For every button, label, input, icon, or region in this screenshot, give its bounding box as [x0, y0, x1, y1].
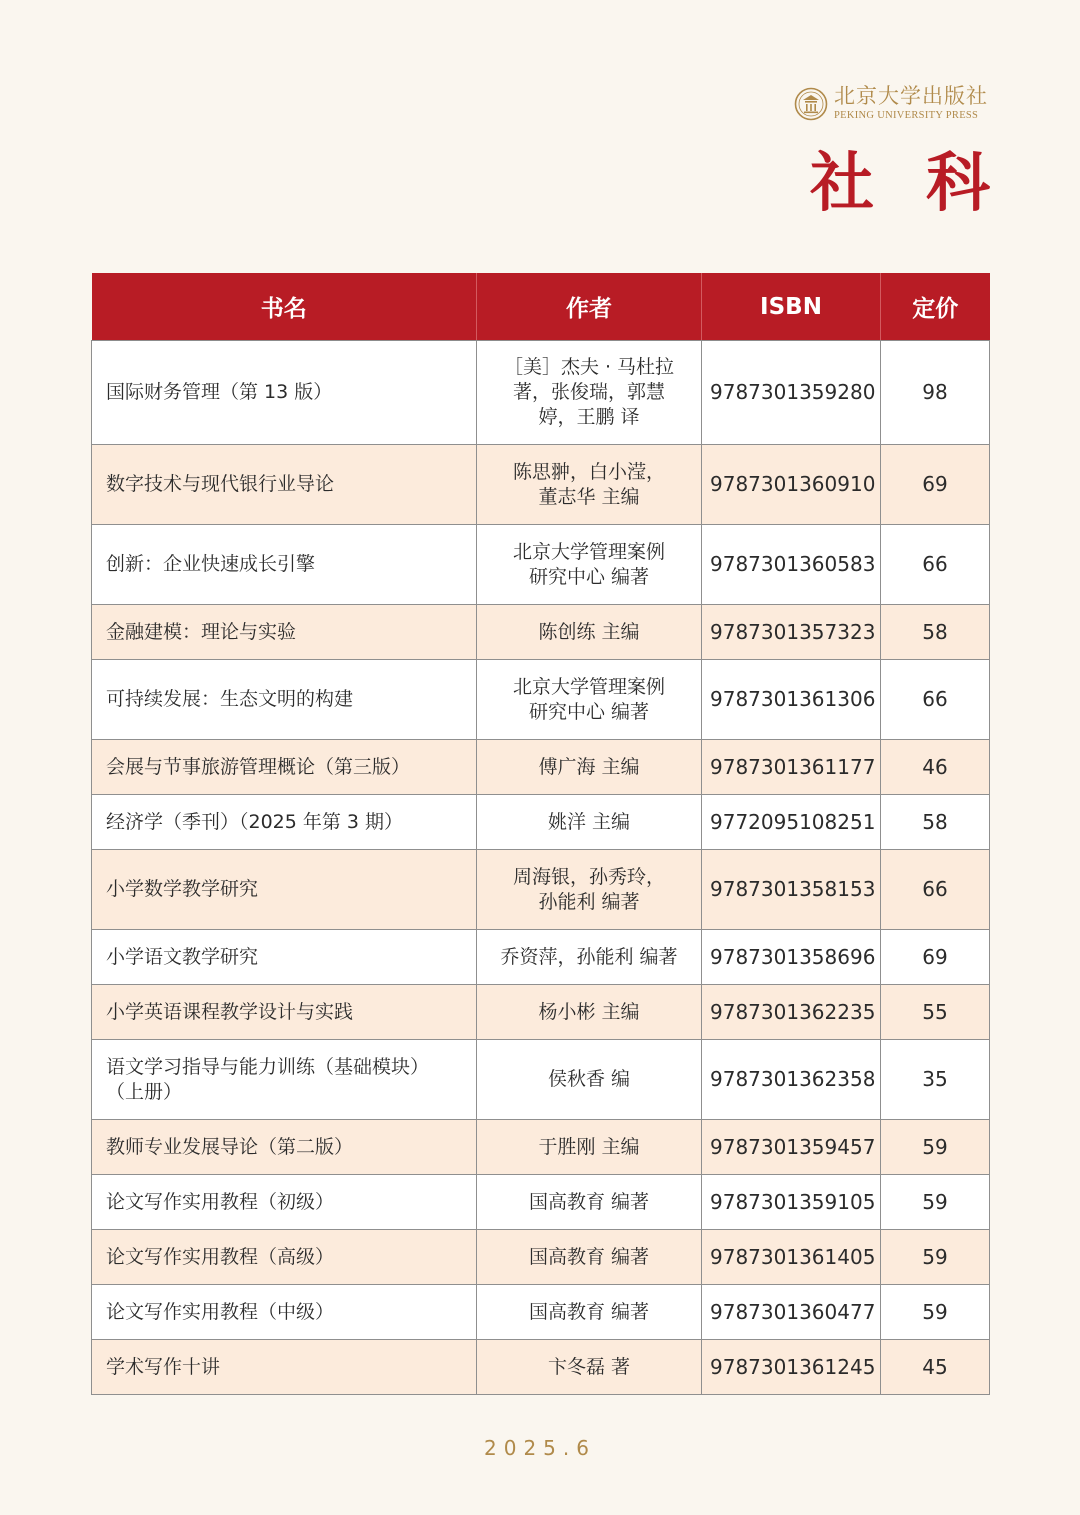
book-author: 杨小彬 主编 — [477, 985, 702, 1040]
table-row — [92, 1120, 990, 1175]
table-row — [92, 795, 990, 850]
book-price: 59 — [881, 1285, 990, 1340]
book-title: 小学语文教学研究 — [92, 930, 477, 985]
table-row — [92, 1040, 990, 1120]
book-isbn: 9787301358696 — [702, 930, 881, 985]
book-author: 国高教育 编著 — [477, 1285, 702, 1340]
table-row — [92, 1340, 990, 1395]
book-isbn: 9787301361245 — [702, 1340, 881, 1395]
book-title: 会展与节事旅游管理概论（第三版） — [92, 740, 477, 795]
book-isbn: 9787301361405 — [702, 1230, 881, 1285]
book-price: 59 — [881, 1230, 990, 1285]
table-row — [92, 341, 990, 445]
book-price: 69 — [881, 445, 990, 525]
book-author: ［美］杰夫 · 马杜拉 著，张俊瑞，郭慧婷，王鹏 译 — [477, 341, 702, 445]
book-isbn: 9787301360910 — [702, 445, 881, 525]
table-row — [92, 930, 990, 985]
book-title: 论文写作实用教程（高级） — [92, 1230, 477, 1285]
book-price: 66 — [881, 660, 990, 740]
book-author: 国高教育 编著 — [477, 1175, 702, 1230]
book-title: 语文学习指导与能力训练（基础模块）（上册） — [92, 1040, 477, 1120]
book-title: 金融建模：理论与实验 — [92, 605, 477, 660]
book-title: 小学数学教学研究 — [92, 850, 477, 930]
book-isbn: 9787301362358 — [702, 1040, 881, 1120]
table-row — [92, 985, 990, 1040]
book-title: 数字技术与现代银行业导论 — [92, 445, 477, 525]
book-title: 小学英语课程教学设计与实践 — [92, 985, 477, 1040]
book-isbn: 9787301359280 — [702, 341, 881, 445]
book-title: 国际财务管理（第 13 版） — [92, 341, 477, 445]
header-price: 定价 — [881, 273, 990, 341]
table-row — [92, 740, 990, 795]
book-price: 66 — [881, 850, 990, 930]
header-title: 书名 — [92, 273, 477, 341]
book-price: 55 — [881, 985, 990, 1040]
book-author: 国高教育 编著 — [477, 1230, 702, 1285]
table-row — [92, 1175, 990, 1230]
book-price: 69 — [881, 930, 990, 985]
book-price: 66 — [881, 525, 990, 605]
book-author: 周海银，孙秀玲，孙能利 编著 — [477, 850, 702, 930]
book-isbn: 9787301362235 — [702, 985, 881, 1040]
book-price: 35 — [881, 1040, 990, 1120]
book-isbn: 9787301358153 — [702, 850, 881, 930]
table-row — [92, 525, 990, 605]
book-isbn: 9787301361306 — [702, 660, 881, 740]
book-author: 乔资萍，孙能利 编著 — [477, 930, 702, 985]
book-author: 北京大学管理案例研究中心 编著 — [477, 660, 702, 740]
table-row — [92, 1230, 990, 1285]
book-isbn: 9787301360477 — [702, 1285, 881, 1340]
book-author: 陈创练 主编 — [477, 605, 702, 660]
book-price: 59 — [881, 1175, 990, 1230]
book-author: 傅广海 主编 — [477, 740, 702, 795]
book-author: 侯秋香 编 — [477, 1040, 702, 1120]
book-title: 可持续发展：生态文明的构建 — [92, 660, 477, 740]
header-author: 作者 — [477, 273, 702, 341]
header-isbn: ISBN — [702, 273, 881, 341]
book-isbn: 9787301359457 — [702, 1120, 881, 1175]
book-price: 59 — [881, 1120, 990, 1175]
table-row — [92, 660, 990, 740]
pku-press-seal-icon — [794, 87, 828, 121]
book-price: 98 — [881, 341, 990, 445]
book-list-table — [91, 273, 990, 1395]
table-row — [92, 850, 990, 930]
book-isbn: 9772095108251 — [702, 795, 881, 850]
book-price: 58 — [881, 795, 990, 850]
book-title: 经济学（季刊）（2025 年第 3 期） — [92, 795, 477, 850]
table-row — [92, 605, 990, 660]
table-row — [92, 1285, 990, 1340]
footer-date: 2025.6 — [484, 1436, 596, 1460]
publisher-name-en: PEKING UNIVERSITY PRESS — [834, 110, 979, 121]
book-price: 46 — [881, 740, 990, 795]
book-isbn: 9787301361177 — [702, 740, 881, 795]
book-title: 论文写作实用教程（中级） — [92, 1285, 477, 1340]
book-title: 创新：企业快速成长引擎 — [92, 525, 477, 605]
book-isbn: 9787301360583 — [702, 525, 881, 605]
book-title: 论文写作实用教程（初级） — [92, 1175, 477, 1230]
table-header-row — [92, 273, 990, 341]
book-title: 教师专业发展导论（第二版） — [92, 1120, 477, 1175]
book-author: 于胜刚 主编 — [477, 1120, 702, 1175]
book-isbn: 9787301357323 — [702, 605, 881, 660]
book-title: 学术写作十讲 — [92, 1340, 477, 1395]
book-price: 45 — [881, 1340, 990, 1395]
book-author: 陈思翀，白小滢，董志华 主编 — [477, 445, 702, 525]
publisher-name-cn: 北京大学出版社 — [834, 84, 988, 108]
book-author: 卞冬磊 著 — [477, 1340, 702, 1395]
book-author: 北京大学管理案例研究中心 编著 — [477, 525, 702, 605]
book-price: 58 — [881, 605, 990, 660]
book-author: 姚洋 主编 — [477, 795, 702, 850]
section-title: 社科 — [810, 146, 1042, 221]
publisher-brand — [794, 86, 988, 122]
book-isbn: 9787301359105 — [702, 1175, 881, 1230]
table-row — [92, 445, 990, 525]
